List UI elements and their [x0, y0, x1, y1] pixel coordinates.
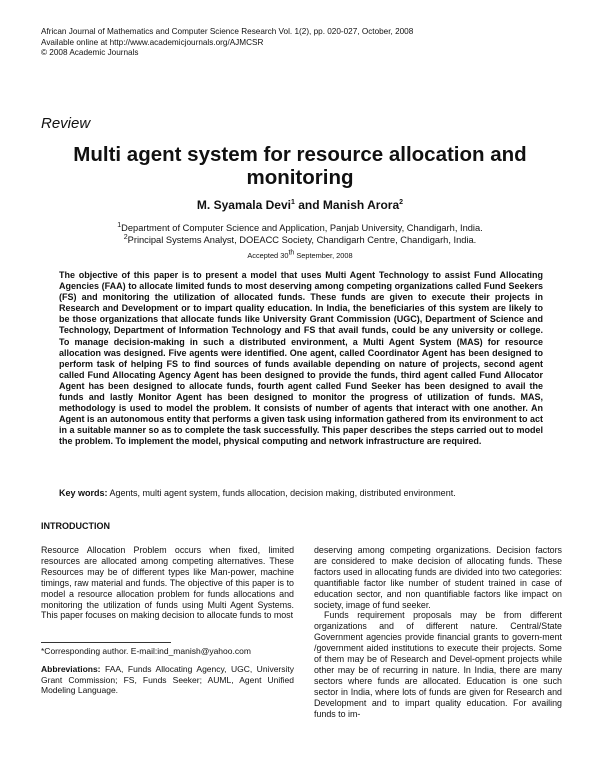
affiliation-mark: 1 [117, 221, 122, 229]
affiliation [40, 235, 560, 247]
accepted-ordinal: th [288, 249, 295, 257]
keywords-text: Agents, multi agent system, funds allocation, decision making, distributed environment. [107, 488, 456, 498]
affiliation [40, 223, 560, 235]
abbreviations-text: FAA, Funds Allocating Agency, UGC, University Grant Commission; FS, Funds Seeker; AUML, Agent Unified Modeling Language. [41, 664, 294, 696]
affiliations [40, 223, 560, 246]
affiliation-text: Department of Computer Science and Application, Panjab University, Chandigarh, India. [121, 223, 483, 233]
accepted-date [40, 251, 560, 260]
keywords-label: Key words: [59, 488, 108, 498]
abbreviations [41, 664, 294, 696]
paper-title: Multi agent system for resource allocation and monitoring [73, 143, 527, 189]
journal-citation: African Journal of Mathematics and Computer Science Research Vol. 1(2), pp. 020-027, October, 2008 [41, 27, 414, 36]
abstract: The objective of this paper is to present a model that uses Multi Agent Technology to assist Fund Allocating Agencies (FAA) to allocate limited funds to most deserving among competing organizations called Fund Seekers (FS) and monitoring the utilization of allocated funds. These funds are given to execute their projects in Research and Development or to impart quality education. In India, the beneficiaries of this system are likely to be those organizations that allocate funds like University Grant Commission (UGC), Department of Science and Technology, Department of Information Technology and FS that avail funds, could be any university or college. To manage decision-making in such a distributed environment, a Multi Agent System (MAS) for resource allocation was designed. Five agents were identified. One agent, called Coordinator Agent has been designed to perform task of helping FS to find sources of funds available depending on nature of projects, second agent called Fund Allocating Agency Agent has been designed to provide the funds, third agent called Fund Allocator Agent has been designed to allocate funds, fourth agent called Fund Seeker has been designed to avail the funds and lastly Monitor Agent has been designed to monitor the progress of utilization of funds. MAS, methodology is used to model the problem. It consists of number of agents that interact with one another. An Agent is an autonomous entity that performs a given task using information gathered from its environment to act in a suitable manner so as to complete the task successfully. This paper describes the steps carried out to model the problem. To implement the model, physical computing and network infrastructure are required. [59, 270, 543, 447]
left-column [41, 545, 294, 621]
affiliation-mark: 2 [123, 233, 128, 241]
section-heading: INTRODUCTION [41, 521, 110, 531]
author-line [40, 198, 560, 212]
keywords [59, 488, 543, 499]
abbreviations-label: Abbreviations: [41, 664, 101, 674]
accepted-suffix: September, 2008 [294, 251, 353, 260]
author-name: Manish Arora [322, 198, 400, 212]
body-paragraph: Resource Allocation Problem occurs when fixed, limited resources are allocated among competing alternatives. These Resources may be of different types like Man-power, machine timings, raw material and funds. The objective of this paper is to model a resource allocation problem for funds allocations and monitoring the utilization of funds using Multi Agent Systems. This paper focuses on making decision to allocate funds to most [41, 545, 294, 621]
author-conjunction: and [294, 198, 323, 212]
corresponding-author-footnote: *Corresponding author. E-mail:ind_manish@yahoo.com [41, 646, 251, 656]
journal-copyright: © 2008 Academic Journals [41, 48, 139, 57]
affiliation-text: Principal Systems Analyst, DOEACC Society, Chandigarh Centre, Chandigarh, India. [127, 234, 477, 245]
body-paragraph: Funds requirement proposals may be from different organizations and of different nature. Central/State Government agencies provide financial grants to govern-ment /government aided institutions to execute their projects. Some of them may be of Research and Devel-opment projects while other may be of recurring in nature. In India, there are many sectors where funds are allocated. Education is one such sector in India, where lots of funds are given for Research and Development and to impart quality education. For availing funds to im- [314, 610, 562, 719]
journal-header [41, 27, 413, 59]
accepted-prefix: Accepted 30 [247, 251, 289, 260]
article-type: Review [41, 115, 91, 132]
body-paragraph: deserving among competing organizations. Decision factors are considered to make decision of allocating funds. These factors used in allocating funds are divided into two categories: quantifiable factor like number of student trained in case of education sector, and non quantifiable factors like impact on society, image of fund seeker. [314, 545, 562, 610]
journal-url: Available online at http://www.academicjournals.org/AJMCSR [41, 37, 264, 47]
footnote-divider [41, 642, 171, 643]
author-affil-mark: 1 [290, 199, 295, 206]
author-name: M. Syamala Devi [196, 198, 291, 212]
right-column [314, 545, 562, 720]
author-affil-mark: 2 [399, 199, 404, 206]
